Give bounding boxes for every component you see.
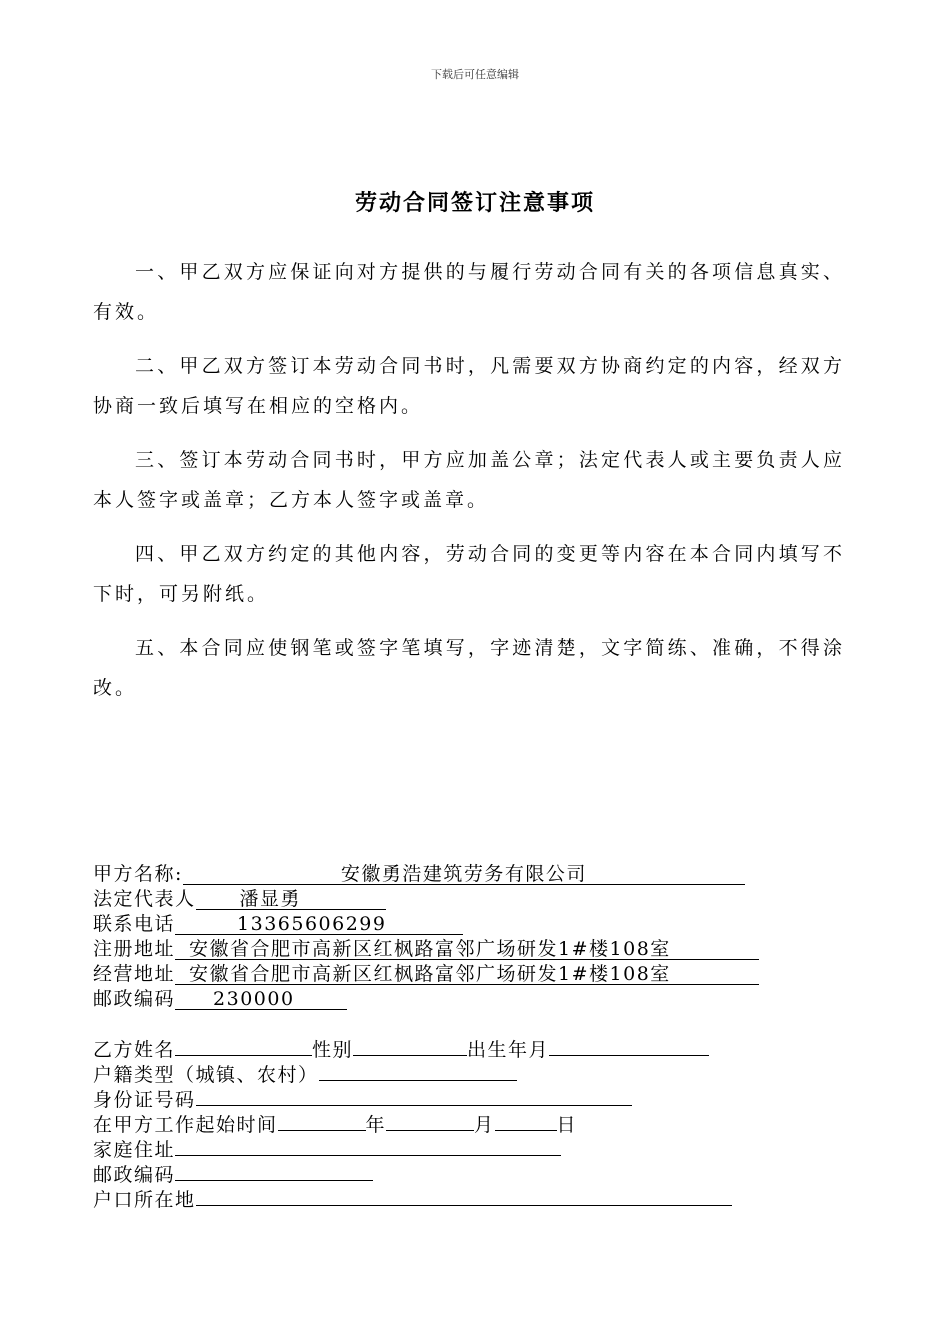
party-b-name-row: [93, 1036, 732, 1061]
gender-field[interactable]: [353, 1036, 467, 1056]
home-address-field[interactable]: [175, 1136, 561, 1156]
household-type-label: 户籍类型（城镇、农村）: [93, 1064, 319, 1086]
hukou-row: [93, 1186, 732, 1211]
legal-rep-row: [93, 887, 759, 912]
home-address-row: [93, 1136, 732, 1161]
notice-item: 一、甲乙双方应保证向对方提供的与履行劳动合同有关的各项信息真实、有效。: [93, 261, 845, 323]
start-day-field[interactable]: [495, 1111, 557, 1131]
notice-item: 三、签订本劳动合同书时，甲方应加盖公章；法定代表人或主要负责人应本人签字或盖章；乙方本人签字或盖章。: [93, 449, 845, 511]
party-a-postcode-field[interactable]: 230000: [175, 988, 347, 1010]
party-a-postcode-label: 邮政编码: [93, 988, 176, 1010]
hukou-label: 户口所在地: [93, 1189, 196, 1211]
business-address-field[interactable]: 安徽省合肥市高新区红枫路富邻广场研发1#楼108室: [175, 963, 759, 985]
party-b-name-label: 乙方姓名: [93, 1039, 176, 1061]
registered-address-label: 注册地址: [93, 938, 176, 960]
gender-label: 性别: [312, 1039, 354, 1061]
month-label: 月: [474, 1114, 495, 1136]
household-type-row: [93, 1061, 732, 1086]
hukou-field[interactable]: [196, 1186, 732, 1206]
id-number-field[interactable]: [196, 1086, 632, 1106]
year-label: 年: [365, 1114, 387, 1136]
notice-item: 四、甲乙双方约定的其他内容，劳动合同的变更等内容在本合同内填写不下时，可另附纸。: [93, 543, 845, 605]
start-year-field[interactable]: [278, 1111, 366, 1131]
start-date-row: [93, 1111, 732, 1136]
id-number-row: [93, 1086, 732, 1111]
notice-item: 二、甲乙双方签订本劳动合同书时，凡需要双方协商约定的内容，经双方协商一致后填写在相应的空格内。: [93, 355, 845, 417]
party-b-postcode-label: 邮政编码: [93, 1164, 176, 1186]
document-title: 劳动合同签订注意事项: [354, 190, 595, 216]
notice-list: [93, 252, 845, 722]
phone-field[interactable]: 13365606299: [175, 913, 463, 935]
party-a-name-field[interactable]: 安徽勇浩建筑劳务有限公司: [183, 863, 745, 885]
phone-row: [93, 912, 759, 937]
party-a-postcode-row: [93, 987, 759, 1012]
party-b-postcode-field[interactable]: [175, 1161, 373, 1181]
phone-label: 联系电话: [93, 913, 176, 935]
party-a-name-label: 甲方名称:: [93, 863, 183, 885]
party-a-name-row: [93, 862, 759, 887]
business-address-label: 经营地址: [93, 963, 176, 985]
registered-address-row: [93, 937, 759, 962]
header-note: 下载后可任意编辑: [431, 68, 519, 81]
household-type-field[interactable]: [319, 1061, 517, 1081]
party-a-info: [93, 862, 759, 1012]
birth-label: 出生年月: [467, 1039, 550, 1061]
home-address-label: 家庭住址: [93, 1139, 176, 1161]
party-b-postcode-row: [93, 1161, 732, 1186]
notice-item: 五、本合同应使钢笔或签字笔填写，字迹清楚，文字简练、准确，不得涂改。: [93, 637, 845, 699]
birth-field[interactable]: [549, 1036, 709, 1056]
day-label: 日: [556, 1114, 578, 1136]
start-date-label: 在甲方工作起始时间: [93, 1114, 278, 1136]
registered-address-field[interactable]: 安徽省合肥市高新区红枫路富邻广场研发1#楼108室: [175, 938, 759, 960]
party-b-info: [93, 1036, 732, 1211]
id-number-label: 身份证号码: [93, 1089, 196, 1111]
party-b-name-field[interactable]: [175, 1036, 312, 1056]
start-month-field[interactable]: [386, 1111, 474, 1131]
business-address-row: [93, 962, 759, 987]
legal-rep-field[interactable]: 潘显勇: [196, 888, 386, 910]
legal-rep-label: 法定代表人: [93, 888, 196, 910]
